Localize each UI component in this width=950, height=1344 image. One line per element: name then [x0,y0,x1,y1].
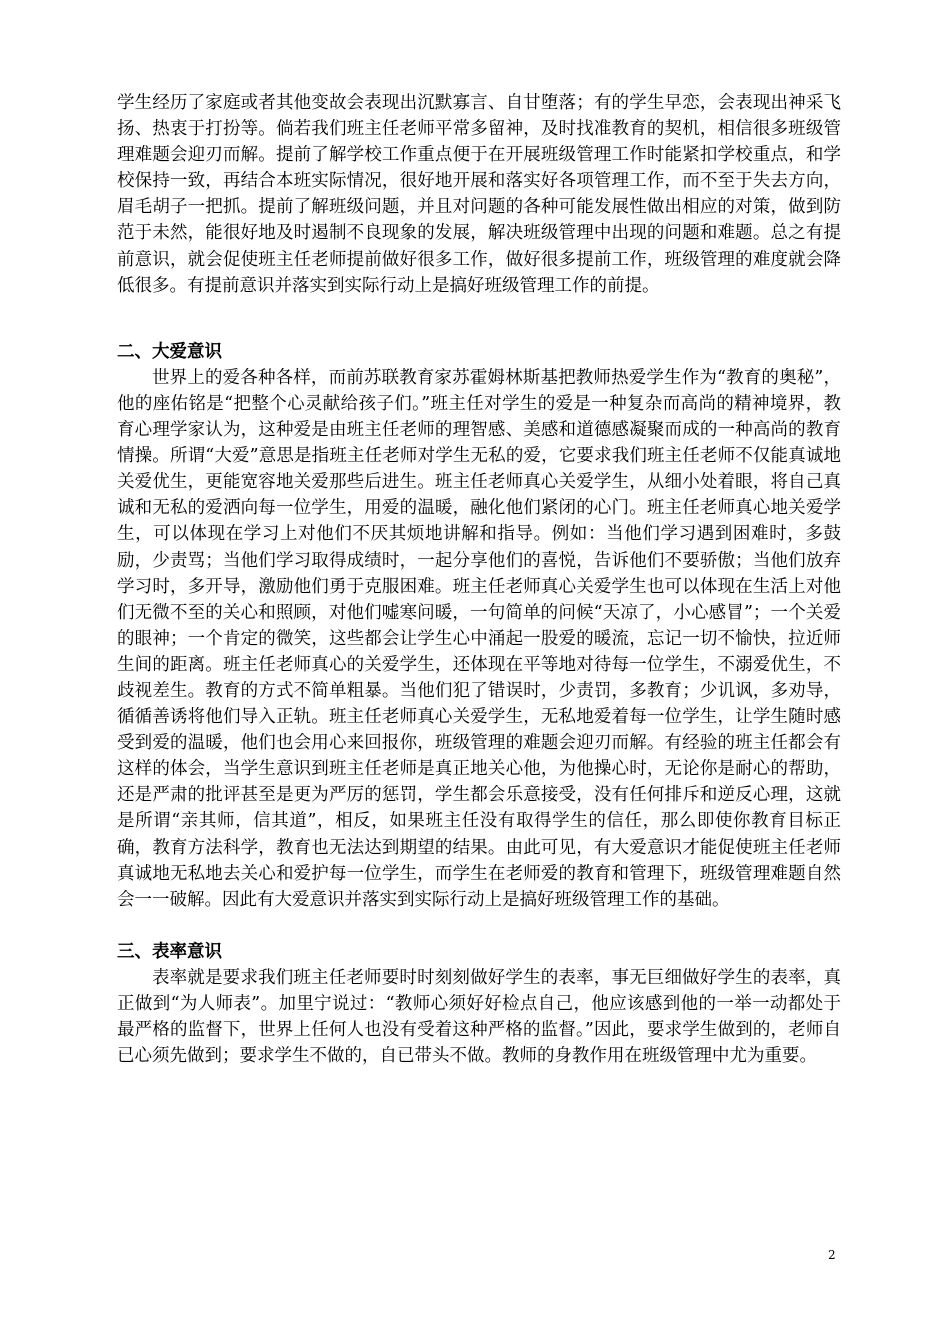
paragraph-continuation: 学生经历了家庭或者其他变故会表现出沉默寡言、自甘堕落；有的学生早恋，会表现出神采飞扬、热衷于打扮等。倘若我们班主任老师平常多留神，及时找准教育的契机，相信很多班级管理难题会迎刃而解。提前了解学校工作重点便于在开展班级管理工作时能紧扣学校重点，和学校保持一致，再结合本班实际情况，很好地开展和落实好各项管理工作，而不至于失去方向，眉毛胡子一把抓。提前了解班级问题，并且对问题的各种可能发展性做出相应的对策，做到防范于未然，能很好地及时遏制不良现象的发展，解决班级管理中出现的问题和难题。总之有提前意识，就会促使班主任老师提前做好很多工作，做好很多提前工作，班级管理的难度就会降低很多。有提前意识并落实到实际行动上是搞好班级管理工作的前提。 [117,93,841,296]
section-heading-role-model: 三、表率意识 [117,941,222,962]
section-body-great-love: 世界上的爱各种各样，而前苏联教育家苏霍姆林斯基把教师热爱学生作为“教育的奥秘”，他的座佑铭是“把整个心灵献给孩子们。”班主任对学生的爱是一种复杂而高尚的精神境界，教育心理学家认为，这种爱是由班主任老师的理智感、美感和道德感凝聚而成的一种高尚的教育情操。所谓“大爱”意思是指班主任老师对学生无私的爱，它要求我们班主任老师不仅能真诚地关爱优生，更能宽容地关爱那些后进生。班主任老师真心关爱学生，从细小处着眼，将自己真诚和无私的爱洒向每一位学生，用爱的温暖，融化他们紧闭的心门。班主任老师真心地关爱学生，可以体现在学习上对他们不厌其烦地讲解和指导。例如：当他们学习遇到困难时，多鼓励，少责骂；当他们学习取得成绩时，一起分享他们的喜悦，告诉他们不要骄傲；当他们放弃学习时，多开导，激励他们勇于克服困难。班主任老师真心关爱学生也可以体现在生活上对他们无微不至的关心和照顾，对他们嘘寒问暖，一句简单的问候“天凉了，小心感冒”；一个关爱的眼神；一个肯定的微笑，这些都会让学生心中涌起一股爱的暖流，忘记一切不愉快，拉近师生间的距离。班主任老师真心的关爱学生，还体现在平等地对待每一位学生，不溺爱优生，不歧视差生。教育的方式不简单粗暴。当他们犯了错误时，少责罚，多教育；少讥讽，多劝导，循循善诱将他们导入正轨。班主任老师真心关爱学生，无私地爱着每一位学生，让学生随时感受到爱的温暖，他们也会用心来回报你，班级管理的难题会迎刃而解。有经验的班主任都会有这样的体会，当学生意识到班主任老师是真正地关心他，为他操心时，无论你是耐心的帮助，还是严肃的批评甚至是更为严厉的惩罚，学生都会乐意接受，没有任何排斥和逆反心理，这就是所谓“亲其师，信其道”，相反，如果班主任没有取得学生的信任，那么即使你教育目标正确，教育方法科学，教育也无法达到期望的结果。由此可见，有大爱意识才能促使班主任老师真诚地无私地去关心和爱护每一位学生，而学生在老师爱的教育和管理下，班级管理难题自然会一一破解。因此有大爱意识并落实到实际行动上是搞好班级管理工作的基础。 [117,367,841,910]
section-spacer [117,299,841,339]
section-spacer [117,913,841,939]
section-heading-great-love: 二、大爱意识 [117,341,222,362]
page-content [117,90,841,1069]
section-body-role-model: 表率就是要求我们班主任老师要时时刻刻做好学生的表率，事无巨细做好学生的表率，真正做到“为人师表”。加里宁说过：“教师心须好好检点自己，他应该感到他的一举一动都处于最严格的监督下，世界上任何人也没有受着这种严格的监督。”因此，要求学生做到的，老师自已心须先做到；要求学生不做的，自已带头不做。教师的身教作用在班级管理中尤为重要。 [117,967,841,1067]
page-number: 2 [828,1248,836,1262]
